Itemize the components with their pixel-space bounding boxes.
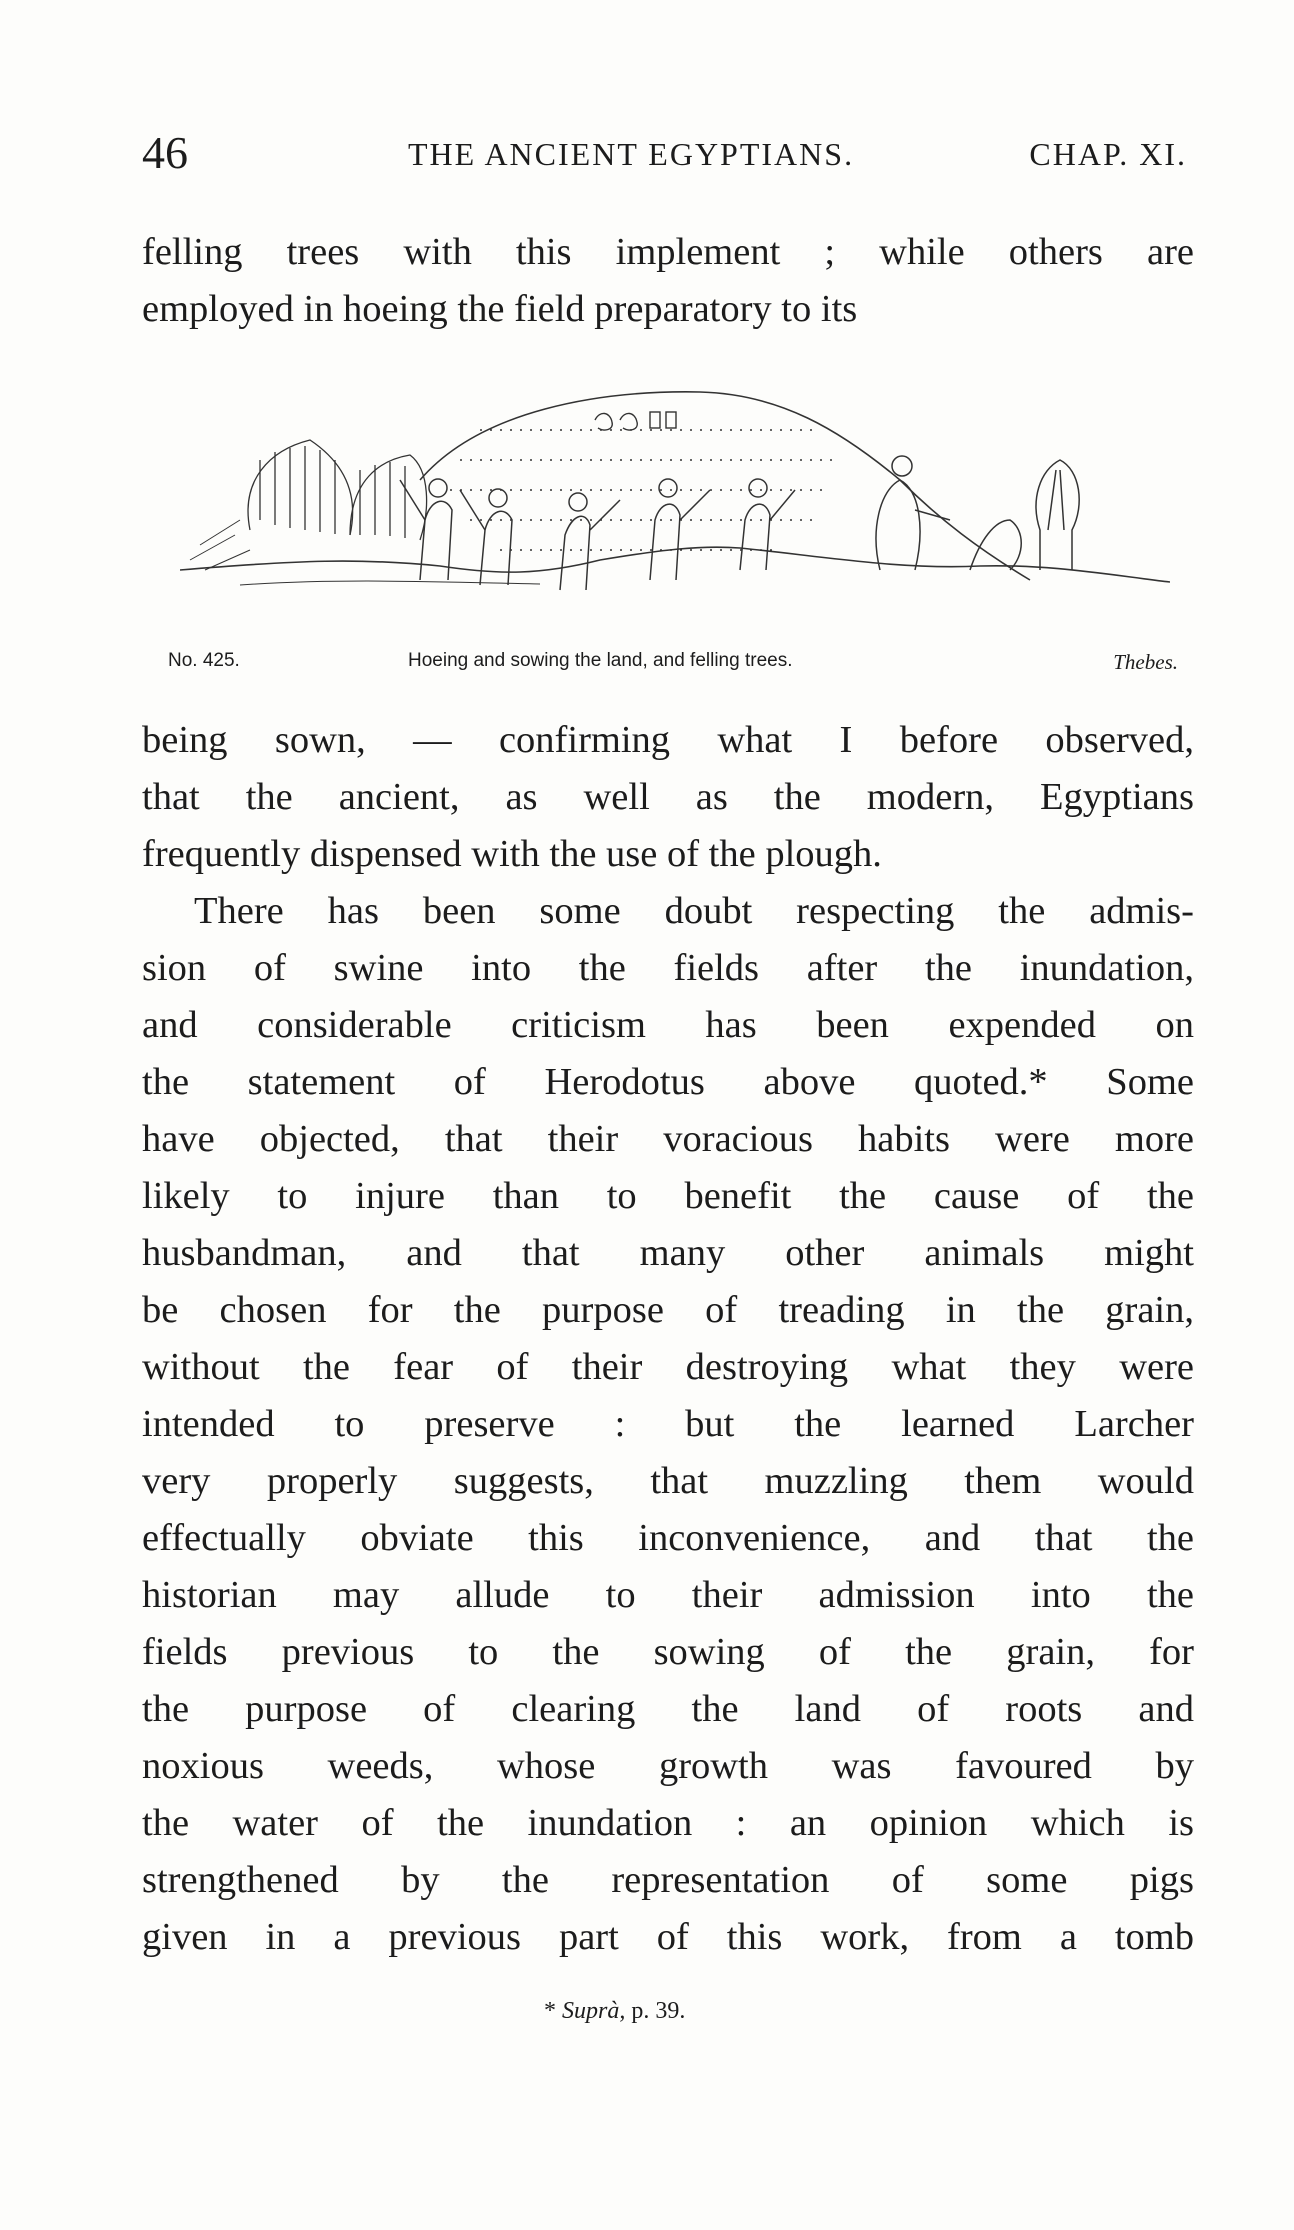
text-line: intended to preserve : but the learned Larcher — [142, 1403, 1194, 1445]
text-line: sion of swine into the fields after the inundation, — [142, 947, 1194, 989]
engraving-figure — [180, 370, 1170, 640]
text-line: that the ancient, as well as the modern, Egyptians — [142, 776, 1194, 818]
text-line: the statement of Herodotus above quoted.* Some — [142, 1061, 1194, 1103]
chapter-label: CHAP. XI. — [1029, 136, 1187, 172]
text-line: husbandman, and that many other animals might — [142, 1232, 1194, 1274]
text-line: have objected, that their voracious habits were more — [142, 1118, 1194, 1160]
text-line: be chosen for the purpose of treading in the grain, — [142, 1289, 1194, 1331]
text-line: felling trees with this implement ; while others are — [142, 231, 1194, 273]
footnote-marker: * — [544, 1998, 556, 2024]
paragraph-1 — [142, 224, 1194, 338]
text-line: the water of the inundation : an opinion which is — [142, 1802, 1194, 1844]
text-line: and considerable criticism has been expended on — [142, 1004, 1194, 1046]
figure-source: Thebes. — [1113, 650, 1178, 674]
text-line: frequently dispensed with the use of the plough. — [142, 833, 882, 875]
footnote-page: p. 39. — [631, 1998, 686, 2024]
footnote-reference: Suprà, — [562, 1998, 626, 2024]
paragraph-3 — [142, 883, 1194, 1966]
hoeing-sowing-illustration — [180, 370, 1170, 640]
text-line: without the fear of their destroying what they were — [142, 1346, 1194, 1388]
running-header — [142, 128, 1187, 178]
text-line: likely to injure than to benefit the cause of the — [142, 1175, 1194, 1217]
text-line: the purpose of clearing the land of roots and — [142, 1688, 1194, 1730]
text-line: effectually obviate this inconvenience, and that the — [142, 1517, 1194, 1559]
paragraph-2 — [142, 712, 1194, 883]
footnote — [544, 1998, 685, 2025]
text-line: given in a previous part of this work, from a tomb — [142, 1916, 1194, 1958]
text-line: historian may allude to their admission into the — [142, 1574, 1194, 1616]
figure-number: No. 425. — [168, 650, 240, 671]
text-line: being sown, — confirming what I before observed, — [142, 719, 1194, 761]
figure-caption — [168, 650, 1178, 680]
text-line: noxious weeds, whose growth was favoured by — [142, 1745, 1194, 1787]
text-line: employed in hoeing the field preparatory to its — [142, 288, 858, 330]
text-line: strengthened by the representation of some pigs — [142, 1859, 1194, 1901]
text-line: fields previous to the sowing of the grain, for — [142, 1631, 1194, 1673]
running-title: THE ANCIENT EGYPTIANS. — [408, 136, 855, 172]
page-number: 46 — [142, 127, 188, 178]
text-line: There has been some doubt respecting the admis- — [194, 890, 1194, 932]
figure-caption-text: Hoeing and sowing the land, and felling trees. — [408, 650, 793, 671]
text-line: very properly suggests, that muzzling them would — [142, 1460, 1194, 1502]
